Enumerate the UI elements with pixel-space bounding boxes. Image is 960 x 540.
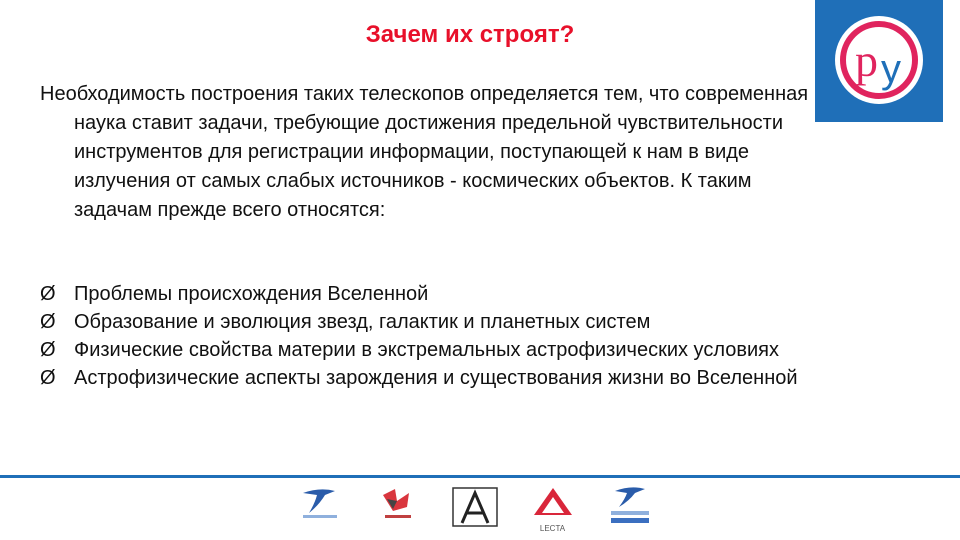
py-logo-letter-p: p — [855, 35, 878, 86]
footer-logos — [290, 484, 660, 534]
list-item — [40, 308, 810, 336]
footer-divider — [0, 475, 960, 478]
list-item — [40, 336, 810, 364]
arrow-bullet-icon: Ø — [40, 339, 56, 361]
bullet-text: Физические свойства материи в экстремальных астрофизических условиях — [74, 339, 779, 361]
blue-swoosh-logo-2 — [600, 485, 660, 533]
py-logo-letter-y: y — [881, 47, 901, 91]
red-bird-logo — [368, 485, 428, 533]
slide-title: Зачем их строят? — [365, 21, 575, 48]
list-item — [40, 280, 810, 308]
list-item — [40, 364, 810, 392]
blue-swoosh-logo — [290, 485, 350, 533]
bullet-text: Проблемы происхождения Вселенной — [74, 283, 429, 305]
lecta-caption: LECTA — [539, 524, 566, 533]
intro-paragraph: Необходимость построения таких телескопов определяется тем, что современная наука ставит задачи, требующие достижения предельной чувствительности инструментов для регистрации информации, поступающей к нам в виде излучения от самых слабых источников - космических объектов. К таким задачам прежде всего относятся: — [40, 83, 809, 221]
bullet-list — [40, 280, 810, 392]
bullet-text: Образование и эволюция звезд, галактик и планетных систем — [74, 311, 651, 333]
lecta-logo — [523, 485, 583, 533]
letter-a-logo — [445, 485, 505, 533]
bullet-text: Астрофизические аспекты зарождения и существования жизни во Вселенной — [74, 367, 798, 389]
arrow-bullet-icon: Ø — [40, 311, 56, 333]
arrow-bullet-icon: Ø — [40, 283, 56, 305]
arrow-bullet-icon: Ø — [40, 367, 56, 389]
py-logo-icon — [829, 10, 929, 110]
py-logo — [815, 0, 943, 122]
